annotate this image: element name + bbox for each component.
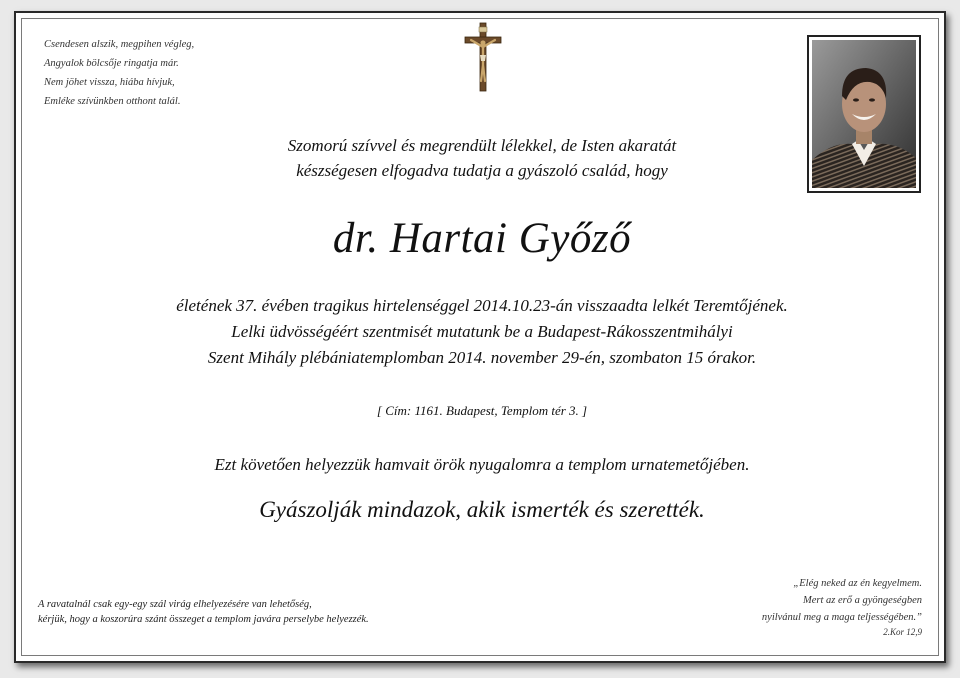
- body-line: életének 37. évében tragikus hirtelenséggel 2014.10.23-án visszaadta lelkét Teremtőjének.: [176, 296, 788, 315]
- poem-line: Csendesen alszik, megpihen végleg,: [44, 39, 195, 50]
- quote-line: nyilvánul meg a maga teljességében.”: [761, 612, 922, 623]
- announcement-body: [76, 293, 888, 371]
- poem-line: Emléke szívünkben otthont talál.: [44, 96, 181, 107]
- deceased-name: dr. Hartai Győző: [332, 215, 632, 262]
- intro-line: Szomorú szívvel és megrendült lélekkel, de Isten akaratát: [287, 136, 677, 155]
- intro-text: [156, 133, 808, 183]
- note-line: kérjük, hogy a koszorúra szánt összeget a templom javára perselybe helyezzék.: [38, 614, 369, 625]
- portrait-photo: [807, 35, 921, 193]
- body-line: Szent Mihály plébániatemplomban 2014. november 29-én, szombaton 15 órakor.: [207, 348, 757, 367]
- body-line: Lelki üdvösségéért szentmisét mutatunk be a Budapest-Rákosszentmihályi: [231, 322, 733, 341]
- note-line: A ravatalnál csak egy-egy szál virág elhelyezésére van lehetőség,: [38, 599, 312, 610]
- flower-note: [38, 597, 418, 627]
- mourners-line: Gyászolják mindazok, akik ismerték és szerették.: [259, 497, 705, 522]
- crucifix-icon: [463, 21, 503, 93]
- quote-line: „Elég neked az én kegyelmem.: [793, 578, 922, 589]
- poem-line: Nem jöhet vissza, hiába hívjuk,: [44, 77, 175, 88]
- intro-line: készségesen elfogadva tudatja a gyászoló család, hogy: [296, 161, 668, 180]
- bible-quote: [692, 575, 922, 638]
- poem-line: Angyalok bölcsője ringatja már.: [44, 58, 179, 69]
- obituary-card: [14, 11, 946, 663]
- memorial-poem: [44, 35, 254, 111]
- quote-line: Mert az erő a gyöngeségben: [803, 595, 922, 606]
- church-address: [ Cím: 1161. Budapest, Templom tér 3. ]: [376, 403, 588, 418]
- quote-reference: 2.Kor 12,9: [883, 627, 922, 637]
- burial-note: Ezt követően helyezzük hamvait örök nyugalomra a templom urnatemetőjében.: [214, 455, 750, 474]
